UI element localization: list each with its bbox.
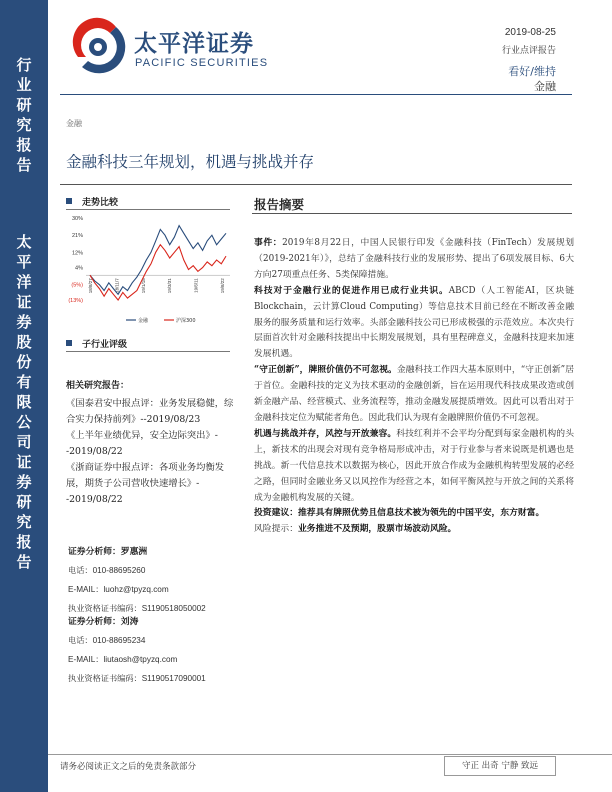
summary-title: 报告摘要 [254,197,305,212]
related-item[interactable]: 《浙商证券中报点评：各项业务均衡发展，期货子公司营收快速增长》--2019/08/22 [66,462,225,505]
analyst-license: 执业资格证书编码：S1190518050002 [68,604,206,613]
analyst-card [68,614,238,684]
sidebar-char: 限 [16,393,32,411]
subsector-heading [66,337,127,350]
sidebar-char: 告 [16,156,32,174]
summary-lead: 风险提示： [254,524,298,535]
sidebar-char: 究 [16,116,32,134]
report-date: 2019-08-25 [504,27,556,38]
summary-text: ABCD（人工智能AI，区块链Blockchain，云计算Cloud Computing）等信息技术目前已经在不断改善金融服务的服务质量和运行效率。头部金融科技公司已形成极强的示范效应。本次央行层面首次针对金融科技提出中长期发展规划，具有里程碑意义，金融科技迎来加速发展机遇。 [254,285,574,360]
related-item[interactable]: 《国泰君安中报点评：业务发展稳健，综合实力保持前列》--2019/08/23 [66,398,234,425]
summary-lead: 机遇与挑战并存，风控与开放兼容。 [254,428,397,439]
sidebar-char: 研 [16,96,32,114]
sidebar-char: 平 [16,253,32,271]
sidebar-char: 证 [16,453,32,471]
y-tick-label: (5%) [71,282,83,289]
analyst-email[interactable]: E-MAIL：liutaosh@tpyzq.com [68,655,178,664]
sidebar-char: 太 [16,233,32,251]
logo-name-cn: 太平洋证券 [134,31,254,57]
summary-paragraph [254,284,574,364]
footer-disclaimer: 请务必阅读正文之后的免责条款部分 [60,762,197,772]
sidebar-char: 股 [16,333,32,351]
y-tick-label: (13%) [68,298,83,304]
sidebar-char: 研 [16,493,32,511]
x-tick-label: 18/8/27 [88,278,93,294]
summary-divider [252,213,572,214]
sidebar-char: 报 [16,136,32,154]
sidebar-char: 究 [16,513,32,531]
summary-lead: “守正创新”，牌照价值仍不可忽视。 [254,365,397,376]
footer-slogan: 守正 出奇 宁静 致远 [444,756,556,776]
y-tick-label: 21% [71,233,83,240]
subsector-divider [66,351,230,352]
sidebar-company-name [0,232,48,572]
sidebar-char: 行 [16,56,32,74]
y-tick-label: 4% [75,265,83,272]
sidebar-char: 告 [16,553,32,571]
x-tick-label: 19/1/18 [140,278,146,294]
summary-paragraph [254,363,574,427]
analyst-license: 执业资格证书编码：S1190517090001 [68,674,206,683]
sector-label: 金融 [66,119,82,128]
summary-lead: 科技对于金融行业的促进作用已成行业共识。 [254,285,449,296]
sidebar-char: 证 [16,293,32,311]
sidebar-char: 有 [16,373,32,391]
bullet-square-icon [66,340,72,346]
left-sidebar [0,0,48,792]
summary-paragraph [254,522,574,538]
sidebar-report-type [0,55,48,174]
related-heading: 相关研究报告： [66,381,130,391]
title-divider [60,184,572,185]
company-logo [70,17,270,77]
sidebar-char: 报 [16,533,32,551]
x-tick-label: 19/6/11 [193,278,199,293]
analyst-card [68,544,238,614]
header-divider [60,94,572,95]
analyst-name: 证券分析师：罗惠洲 [68,547,148,557]
summary-paragraph [254,427,574,507]
related-item[interactable]: 《上半年业绩优异，安全边际突出》--2019/08/22 [66,430,218,457]
trend-heading [66,195,118,208]
trend-chart [64,210,234,330]
report-type: 行业点评报告 [501,45,556,55]
x-tick-label: 19/8/22 [220,278,225,294]
legend-label: 金融 [138,318,149,324]
summary-text: 业务推进不及预期，股票市场波动风险。 [298,524,457,535]
sidebar-char: 券 [16,313,32,331]
rating: 看好/维持 [508,65,556,78]
logo-name-en: PACIFIC SECURITIES [135,57,269,69]
summary-text: 推荐具有牌照优势且信息技术被为领先的中国平安，东方财富。 [298,508,545,519]
sidebar-char: 洋 [16,273,32,291]
analyst-phone: 电话：010-88695234 [68,636,146,645]
header-meta [502,27,556,79]
analyst-name: 证券分析师：刘涛 [68,617,139,627]
summary-paragraph [254,506,574,522]
analyst-email[interactable]: E-MAIL：luohz@tpyzq.com [68,585,169,594]
summary-lead: 投资建议： [254,508,298,519]
page-title: 金融科技三年规划，机遇与挑战并存 [66,153,315,171]
summary-text: 科技红利并不会平均分配到每家金融机构的头上，新技术的出现会对现有竞争格局形成冲击，对于行业参与者来说既是机遇也是挑战。新一代信息技术以数据为核心，因此开放合作成为金融机构转型发展的必经之路，但同时金融业务又以风控作为经营之本，如何平衡风控与开放之间的关系将成为金融机构发展的关键。 [254,428,574,503]
summary-lead: 事件： [254,238,283,248]
sidebar-char: 业 [16,76,32,94]
subsector-heading-text: 子行业评级 [82,340,128,350]
summary-body [254,236,574,538]
header-sector: 金融 [534,80,556,93]
trend-heading-text: 走势比较 [82,198,119,208]
analyst-phone: 电话：010-88695260 [68,566,146,575]
logo-mark-icon [70,17,128,75]
series-line-金融 [90,226,226,295]
summary-text: 金融科技工作四大基本原则中，“守正创新”居于首位。金融科技的定义为技术驱动的金融创新，旨在运用现代科技成果改造或创新金融产品、经营模式、业务流程等，推动金融发展提质增效。因此可以看出对于金融科技定位为赋能者角色。因此我们认为现有金融牌照价值仍不可忽视。 [254,365,575,423]
sidebar-char: 券 [16,473,32,491]
bullet-square-icon [66,198,72,204]
legend-label: 沪深300 [176,318,196,324]
y-tick-label: 12% [71,250,83,257]
summary-text: 2019年8月22日，中国人民银行印发《金融科技（FinTech）发展规划（2019-2021年）》，总结了金融科技行业的发展形势、提出了6项发展目标、6大方向27项重点任务、5类保障措施。 [254,238,574,280]
sidebar-char: 份 [16,353,32,371]
y-tick-label: 30% [71,216,83,222]
x-tick-label: 19/3/31 [167,278,173,294]
sidebar-char: 公 [16,413,32,431]
series-line-沪深300 [90,245,226,300]
related-reports [66,378,234,508]
x-tick-label: 18/11/7 [114,278,120,293]
footer-divider [48,754,612,755]
sidebar-char: 司 [16,433,32,451]
summary-paragraph [254,236,574,284]
